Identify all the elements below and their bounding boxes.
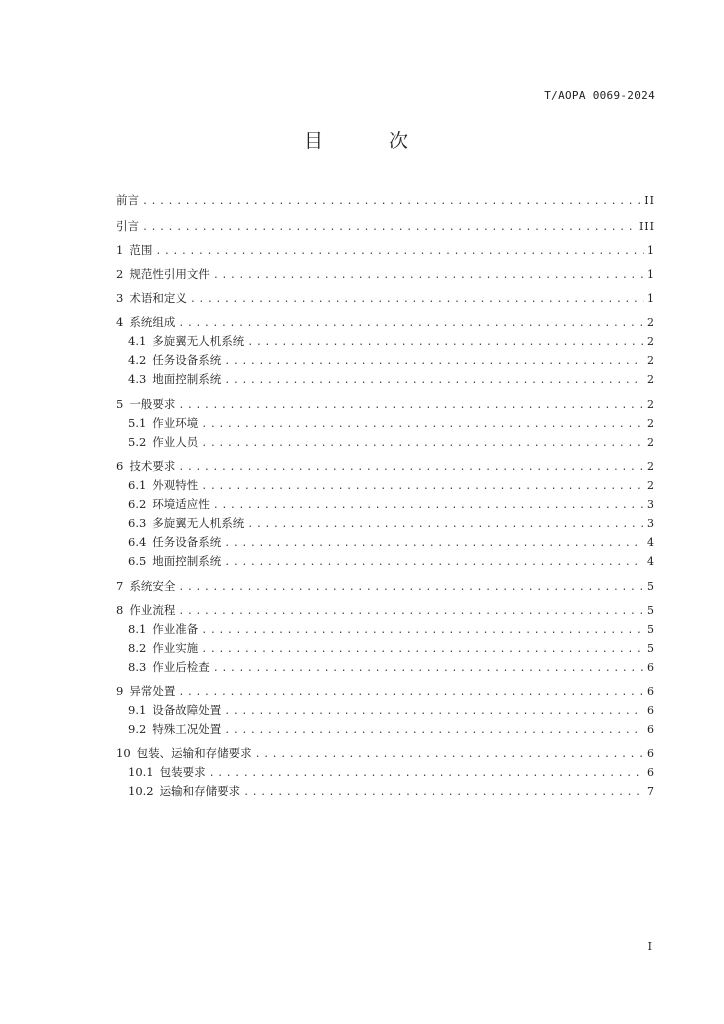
toc-entry-number: 4.2 <box>128 353 147 367</box>
toc-entry-label: 系统组成 <box>129 315 176 329</box>
toc-entry-label: 运输和存储要求 <box>159 784 241 798</box>
dot-leader <box>224 354 644 370</box>
toc-entry-label: 作业实施 <box>152 641 199 655</box>
dot-leader <box>178 604 644 620</box>
toc-entry-page: 5 <box>647 604 655 617</box>
toc-entry[interactable] <box>116 745 655 761</box>
toc-entry-number: 6.4 <box>128 535 147 549</box>
toc-entry[interactable] <box>116 458 655 474</box>
toc-entry-page: 6 <box>647 685 655 698</box>
toc-entry-label: 特殊工况处置 <box>152 722 222 736</box>
toc-entry-page: 3 <box>647 517 655 530</box>
dot-leader <box>224 373 644 389</box>
dot-leader <box>178 685 644 701</box>
toc-entry[interactable] <box>116 396 655 412</box>
toc-entry-number: 6 <box>116 459 124 473</box>
dot-leader <box>209 766 644 782</box>
toc-entry-label: 范围 <box>129 243 153 257</box>
toc-entry-number: 6.2 <box>128 497 147 511</box>
toc-entry-page: 2 <box>647 354 655 367</box>
toc-entry-label: 作业环境 <box>152 416 199 430</box>
toc-entry[interactable] <box>128 702 655 718</box>
toc-entry[interactable] <box>128 764 655 780</box>
toc-entry-page: 2 <box>647 373 655 386</box>
toc-entry-number: 10.2 <box>128 784 154 798</box>
toc-entry-page: 7 <box>647 785 655 798</box>
toc-entry-number: 1 <box>116 243 124 257</box>
toc-entry[interactable] <box>128 621 655 637</box>
toc-entry-label: 包装要求 <box>159 765 206 779</box>
toc-entry[interactable] <box>116 242 655 258</box>
toc-entry-page: 2 <box>647 436 655 449</box>
dot-leader <box>201 417 644 433</box>
toc-entry[interactable] <box>128 783 655 799</box>
toc-entry-label: 多旋翼无人机系统 <box>152 516 245 530</box>
toc-entry[interactable] <box>128 371 655 387</box>
dot-leader <box>178 460 644 476</box>
toc-entry-number: 6.3 <box>128 516 147 530</box>
toc-entry-number: 8.1 <box>128 622 147 636</box>
toc-entry[interactable] <box>128 333 655 349</box>
toc-entry-label: 作业人员 <box>152 435 199 449</box>
dot-leader <box>155 244 644 260</box>
toc-entry-page: 2 <box>647 398 655 411</box>
toc-entry-number: 6.5 <box>128 554 147 568</box>
toc-entry-page: 5 <box>647 623 655 636</box>
toc-entry-number: 5 <box>116 397 124 411</box>
toc-entry-page: 6 <box>647 661 655 674</box>
toc-entry-number: 5.2 <box>128 435 147 449</box>
dot-leader <box>243 785 644 801</box>
dot-leader <box>213 268 644 284</box>
toc-entry-label: 地面控制系统 <box>152 554 222 568</box>
toc-entry[interactable] <box>116 578 655 594</box>
toc-entry-page: 2 <box>647 460 655 473</box>
toc-entry-number: 9.2 <box>128 722 147 736</box>
toc-entry-number: 8 <box>116 603 124 617</box>
dot-leader <box>201 642 644 658</box>
toc-entry-number: 8.3 <box>128 660 147 674</box>
dot-leader <box>224 723 644 739</box>
toc-entry[interactable] <box>116 218 655 234</box>
toc-entry-page: 6 <box>647 723 655 736</box>
toc-entry-number: 3 <box>116 291 124 305</box>
dot-leader <box>142 220 636 236</box>
toc-entry-number: 2 <box>116 267 124 281</box>
toc-entry-label: 引言 <box>116 219 139 233</box>
toc-entry-label: 地面控制系统 <box>152 372 222 386</box>
dot-leader <box>247 517 644 533</box>
toc-entry-label: 任务设备系统 <box>152 535 222 549</box>
dot-leader <box>178 398 644 414</box>
dot-leader <box>142 194 641 210</box>
toc-entry[interactable] <box>128 721 655 737</box>
toc-entry-number: 7 <box>116 579 124 593</box>
dot-leader <box>201 479 644 495</box>
toc-entry-number: 6.1 <box>128 478 147 492</box>
toc-entry-page: III <box>638 220 655 233</box>
page-title: 目 次 <box>303 130 439 152</box>
toc-entry[interactable] <box>128 534 655 550</box>
toc-entry-page: 5 <box>647 642 655 655</box>
toc-entry-label: 规范性引用文件 <box>129 267 210 281</box>
toc-entry-label: 作业准备 <box>152 622 199 636</box>
toc-entry[interactable] <box>128 352 655 368</box>
dot-leader <box>178 316 644 332</box>
toc-entry-number: 9.1 <box>128 703 147 717</box>
dot-leader <box>224 536 644 552</box>
toc-entry-number: 10 <box>116 746 131 760</box>
toc-entry[interactable] <box>128 477 655 493</box>
toc-entry[interactable] <box>128 640 655 656</box>
toc-entry[interactable] <box>116 290 655 306</box>
toc-entry-page: 3 <box>647 498 655 511</box>
toc-entry[interactable] <box>128 434 655 450</box>
toc-entry-number: 9 <box>116 684 124 698</box>
toc-entry-label: 系统安全 <box>129 579 176 593</box>
dot-leader <box>201 623 644 639</box>
toc-entry-page: II <box>644 194 655 207</box>
toc-entry[interactable] <box>128 659 655 675</box>
toc-entry-label: 作业后检查 <box>152 660 210 674</box>
toc-entry-page: 6 <box>647 766 655 779</box>
toc-entry-label: 技术要求 <box>129 459 176 473</box>
toc-entry-label: 一般要求 <box>129 397 176 411</box>
toc-entry-label: 环境适应性 <box>152 497 210 511</box>
dot-leader <box>201 436 644 452</box>
dot-leader <box>255 747 644 763</box>
toc-entry[interactable] <box>128 515 655 531</box>
dot-leader <box>178 580 644 596</box>
toc-entry[interactable] <box>128 415 655 431</box>
toc-entry-page: 2 <box>647 316 655 329</box>
toc-entry-label: 设备故障处置 <box>152 703 222 717</box>
dot-leader <box>247 335 644 351</box>
toc-entry-page: 2 <box>647 417 655 430</box>
dot-leader <box>224 555 644 571</box>
toc-entry-label: 多旋翼无人机系统 <box>152 334 245 348</box>
document-code: T/AOPA 0069-2024 <box>544 89 655 102</box>
toc-entry[interactable] <box>116 266 655 282</box>
dot-leader <box>213 498 644 514</box>
toc-entry-label: 包装、运输和存储要求 <box>136 746 252 760</box>
toc-entry[interactable] <box>116 683 655 699</box>
toc-entry-number: 4.1 <box>128 334 147 348</box>
toc-entry-page: 4 <box>647 555 655 568</box>
toc-entry[interactable] <box>116 314 655 330</box>
toc-entry-number: 10.1 <box>128 765 154 779</box>
toc-entry-page: 1 <box>647 244 655 257</box>
toc-entry[interactable] <box>116 602 655 618</box>
toc-entry-number: 4.3 <box>128 372 147 386</box>
toc-entry-number: 4 <box>116 315 124 329</box>
toc-entry[interactable] <box>116 192 655 208</box>
toc-entry-page: 2 <box>647 479 655 492</box>
dot-leader <box>224 704 644 720</box>
toc-entry-page: 6 <box>647 747 655 760</box>
toc-entry-page: 1 <box>647 292 655 305</box>
toc-entry-label: 前言 <box>116 193 139 207</box>
toc-entry-label: 任务设备系统 <box>152 353 222 367</box>
toc-entry-page: 2 <box>647 335 655 348</box>
page-number: I <box>647 940 652 953</box>
toc-entry-page: 5 <box>647 580 655 593</box>
toc-entry-label: 外观特性 <box>152 478 199 492</box>
toc-entry-label: 作业流程 <box>129 603 176 617</box>
toc-entry-page: 1 <box>647 268 655 281</box>
dot-leader <box>213 661 644 677</box>
toc-entry-page: 4 <box>647 536 655 549</box>
toc-entry[interactable] <box>128 496 655 512</box>
toc-entry-number: 8.2 <box>128 641 147 655</box>
toc-entry[interactable] <box>128 553 655 569</box>
toc-entry-label: 异常处置 <box>129 684 176 698</box>
toc-entry-label: 术语和定义 <box>129 291 187 305</box>
toc-entry-number: 5.1 <box>128 416 147 430</box>
dot-leader <box>190 292 644 308</box>
toc-entry-page: 6 <box>647 704 655 717</box>
